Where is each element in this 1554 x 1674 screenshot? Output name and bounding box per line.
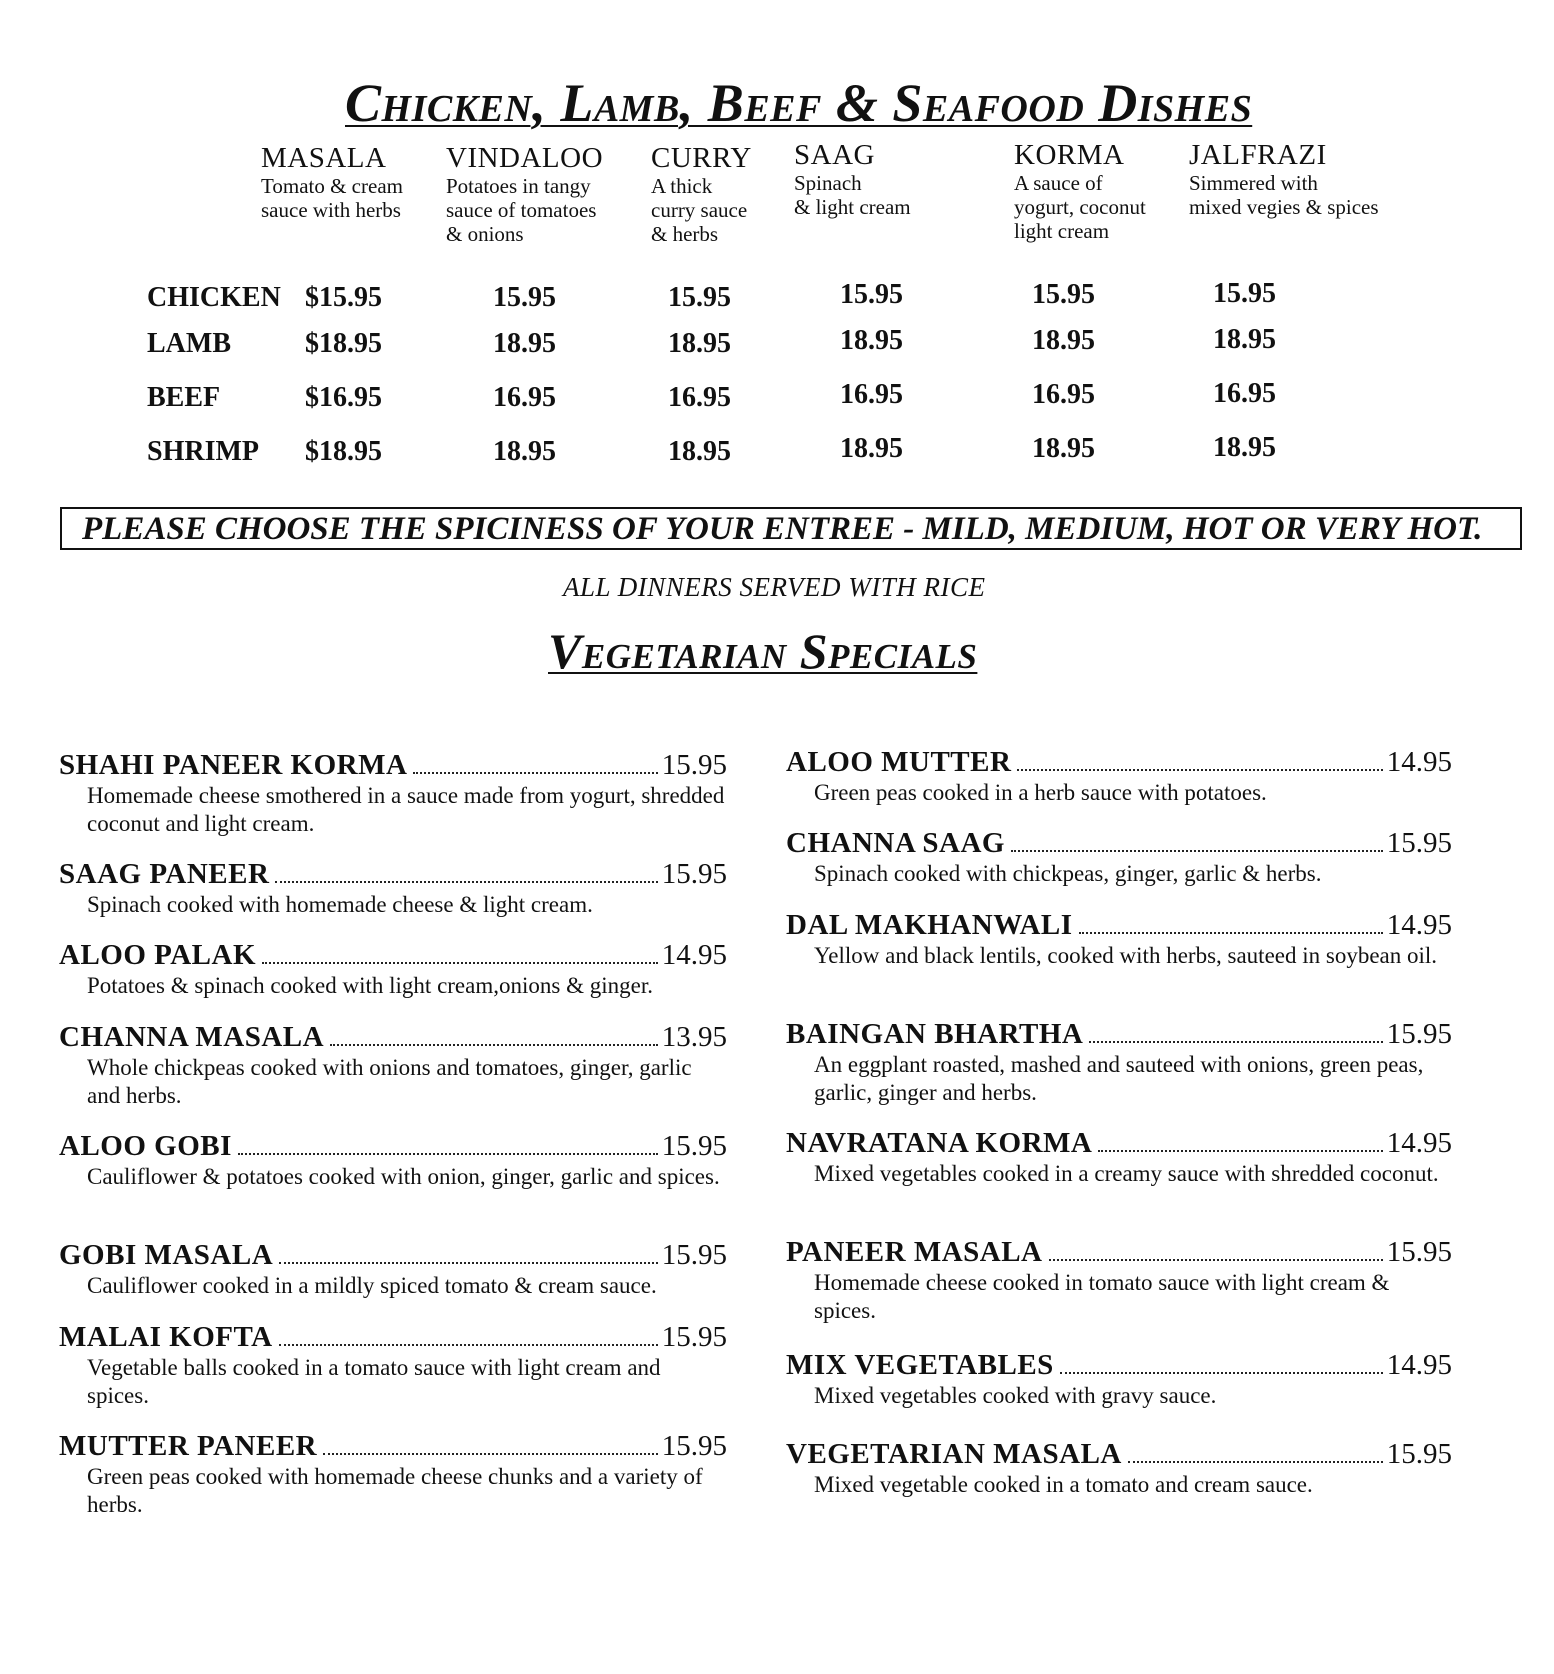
dot-leader	[279, 1344, 658, 1346]
menu-item	[786, 1236, 1452, 1325]
item-name: MIX VEGETABLES	[786, 1349, 1054, 1381]
menu-item	[59, 1021, 727, 1110]
price-cell: 16.95	[840, 379, 903, 410]
row-label-beef: BEEF	[147, 382, 221, 413]
price-cell: $18.95	[305, 328, 382, 359]
item-description: Cauliflower & potatoes cooked with onion, ginger, garlic and spices.	[87, 1164, 720, 1189]
price-cell: 16.95	[493, 382, 556, 413]
item-description: Cauliflower cooked in a mildly spiced tomato & cream sauce.	[87, 1273, 657, 1298]
sauce-saag	[794, 139, 911, 219]
dot-leader	[1098, 1150, 1382, 1152]
item-price: 15.95	[661, 1430, 727, 1462]
dot-leader	[1017, 769, 1382, 771]
sauce-korma	[1014, 139, 1146, 243]
price-cell: 18.95	[840, 325, 903, 356]
item-name: MALAI KOFTA	[59, 1321, 273, 1353]
price-cell: 18.95	[1032, 433, 1095, 464]
sauce-desc: Spinach & light cream	[794, 171, 911, 219]
menu-item	[59, 1321, 727, 1410]
price-cell: 18.95	[1032, 325, 1095, 356]
veg-section-title: Vegetarian Specials	[548, 623, 978, 679]
sauce-name: JALFRAZI	[1189, 139, 1327, 171]
item-name: ALOO GOBI	[59, 1130, 232, 1162]
item-name: GOBI MASALA	[59, 1239, 274, 1271]
menu-item	[59, 858, 727, 919]
item-name: SAAG PANEER	[59, 858, 270, 890]
price-cell: 18.95	[1213, 324, 1276, 355]
item-description: Mixed vegetables cooked with gravy sauce.	[814, 1383, 1217, 1408]
menu-item	[59, 1239, 727, 1300]
item-description: Yellow and black lentils, cooked with herbs, sauteed in soybean oil.	[814, 943, 1438, 968]
item-price: 13.95	[661, 1021, 727, 1053]
dot-leader	[1060, 1372, 1383, 1374]
sauce-desc: A sauce of yogurt, coconut light cream	[1014, 171, 1146, 243]
price-cell: $18.95	[305, 436, 382, 467]
dot-leader	[1079, 932, 1383, 934]
item-name: CHANNA SAAG	[786, 827, 1005, 859]
item-description: Spinach cooked with homemade cheese & light cream.	[87, 892, 593, 917]
menu-item	[59, 939, 727, 1000]
item-description: Homemade cheese cooked in tomato sauce with light cream & spices.	[814, 1270, 1390, 1323]
item-description: Potatoes & spinach cooked with light cream,onions & ginger.	[87, 973, 653, 998]
menu-item	[786, 1438, 1452, 1499]
sauce-desc: Tomato & cream sauce with herbs	[261, 174, 403, 222]
item-name: VEGETARIAN MASALA	[786, 1438, 1122, 1470]
item-price: 15.95	[661, 749, 727, 781]
item-price: 15.95	[1386, 827, 1452, 859]
item-name: PANEER MASALA	[786, 1236, 1043, 1268]
sauce-desc: Simmered with mixed vegies & spices	[1189, 171, 1379, 219]
sauce-name: SAAG	[794, 139, 875, 171]
price-cell: 16.95	[668, 382, 731, 413]
sauce-name: MASALA	[261, 142, 387, 174]
dot-leader	[275, 881, 657, 883]
sauce-name: KORMA	[1014, 139, 1125, 171]
price-cell: 18.95	[493, 328, 556, 359]
spiciness-notice-box	[60, 507, 1522, 550]
price-cell: 15.95	[1213, 278, 1276, 309]
item-description: Spinach cooked with chickpeas, ginger, garlic & herbs.	[814, 861, 1322, 886]
item-price: 15.95	[661, 858, 727, 890]
price-cell: 18.95	[1213, 432, 1276, 463]
dot-leader	[1049, 1259, 1383, 1261]
item-price: 14.95	[1386, 1349, 1452, 1381]
price-cell: 16.95	[1213, 378, 1276, 409]
item-name: CHANNA MASALA	[59, 1021, 325, 1053]
item-description: Homemade cheese smothered in a sauce made from yogurt, shredded coconut and light cream.	[87, 783, 725, 836]
row-label-chicken: CHICKEN	[147, 282, 281, 313]
item-price: 15.95	[1386, 1018, 1452, 1050]
item-description: Green peas cooked with homemade cheese chunks and a variety of herbs.	[87, 1464, 703, 1517]
spiciness-notice: PLEASE CHOOSE THE SPICINESS OF YOUR ENTREE - MILD, MEDIUM, HOT OR VERY HOT.	[82, 511, 1483, 547]
sauce-name: CURRY	[651, 142, 752, 174]
sauce-masala	[261, 142, 403, 222]
sauce-name: VINDALOO	[446, 142, 604, 174]
dot-leader	[1128, 1461, 1383, 1463]
sauce-desc: Potatoes in tangy sauce of tomatoes & onions	[446, 174, 597, 246]
price-cell: 18.95	[668, 436, 731, 467]
row-label-lamb: LAMB	[147, 328, 231, 359]
price-cell: 18.95	[493, 436, 556, 467]
menu-item	[59, 749, 727, 838]
item-price: 15.95	[1386, 1438, 1452, 1470]
menu-item	[786, 1018, 1452, 1107]
dot-leader	[330, 1044, 658, 1046]
item-description: An eggplant roasted, mashed and sauteed with onions, green peas, garlic, ginger and herbs.	[814, 1052, 1424, 1105]
item-price: 15.95	[661, 1321, 727, 1353]
item-price: 14.95	[1386, 1127, 1452, 1159]
item-price: 15.95	[1386, 1236, 1452, 1268]
price-cell: 15.95	[668, 282, 731, 313]
dot-leader	[279, 1262, 658, 1264]
item-price: 14.95	[1386, 909, 1452, 941]
item-name: DAL MAKHANWALI	[786, 909, 1073, 941]
price-cell: 18.95	[840, 433, 903, 464]
dot-leader	[1011, 850, 1383, 852]
menu-item	[59, 1430, 727, 1519]
price-cell: 18.95	[668, 328, 731, 359]
dot-leader	[413, 772, 657, 774]
item-price: 15.95	[661, 1130, 727, 1162]
item-price: 15.95	[661, 1239, 727, 1271]
item-description: Mixed vegetables cooked in a creamy sauce with shredded coconut.	[814, 1161, 1439, 1186]
item-price: 14.95	[661, 939, 727, 971]
item-description: Green peas cooked in a herb sauce with potatoes.	[814, 780, 1267, 805]
price-cell: 15.95	[493, 282, 556, 313]
menu-item	[786, 1349, 1452, 1410]
sauce-jalfrazi	[1189, 139, 1379, 219]
price-cell: 16.95	[1032, 379, 1095, 410]
meat-section-title: Chicken, Lamb, Beef & Seafood Dishes	[345, 73, 1253, 133]
menu-item	[59, 1130, 727, 1191]
menu-item	[786, 746, 1452, 807]
price-cell: 15.95	[1032, 279, 1095, 310]
sauce-desc: A thick curry sauce & herbs	[651, 174, 748, 246]
dot-leader	[323, 1453, 658, 1455]
dot-leader	[262, 962, 658, 964]
item-price: 14.95	[1386, 746, 1452, 778]
menu-item	[786, 1127, 1452, 1188]
dot-leader	[1089, 1041, 1382, 1043]
item-name: MUTTER PANEER	[59, 1430, 318, 1462]
menu-item	[786, 827, 1452, 888]
row-label-shrimp: SHRIMP	[147, 436, 259, 467]
dot-leader	[238, 1153, 658, 1155]
item-name: BAINGAN BHARTHA	[786, 1018, 1084, 1050]
served-with-rice-note: ALL DINNERS SERVED WITH RICE	[563, 572, 986, 602]
item-description: Vegetable balls cooked in a tomato sauce with light cream and spices.	[87, 1355, 661, 1408]
sauce-vindaloo	[446, 142, 603, 246]
item-name: SHAHI PANEER KORMA	[59, 749, 408, 781]
item-description: Mixed vegetable cooked in a tomato and cream sauce.	[814, 1472, 1313, 1497]
item-name: ALOO MUTTER	[786, 746, 1012, 778]
price-cell: $16.95	[305, 382, 382, 413]
item-name: NAVRATANA KORMA	[786, 1127, 1093, 1159]
price-cell: 15.95	[840, 279, 903, 310]
price-cell: $15.95	[305, 282, 382, 313]
item-description: Whole chickpeas cooked with onions and tomatoes, ginger, garlic and herbs.	[87, 1055, 692, 1108]
menu-item	[786, 909, 1452, 970]
item-name: ALOO PALAK	[59, 939, 256, 971]
sauce-curry	[651, 142, 752, 246]
